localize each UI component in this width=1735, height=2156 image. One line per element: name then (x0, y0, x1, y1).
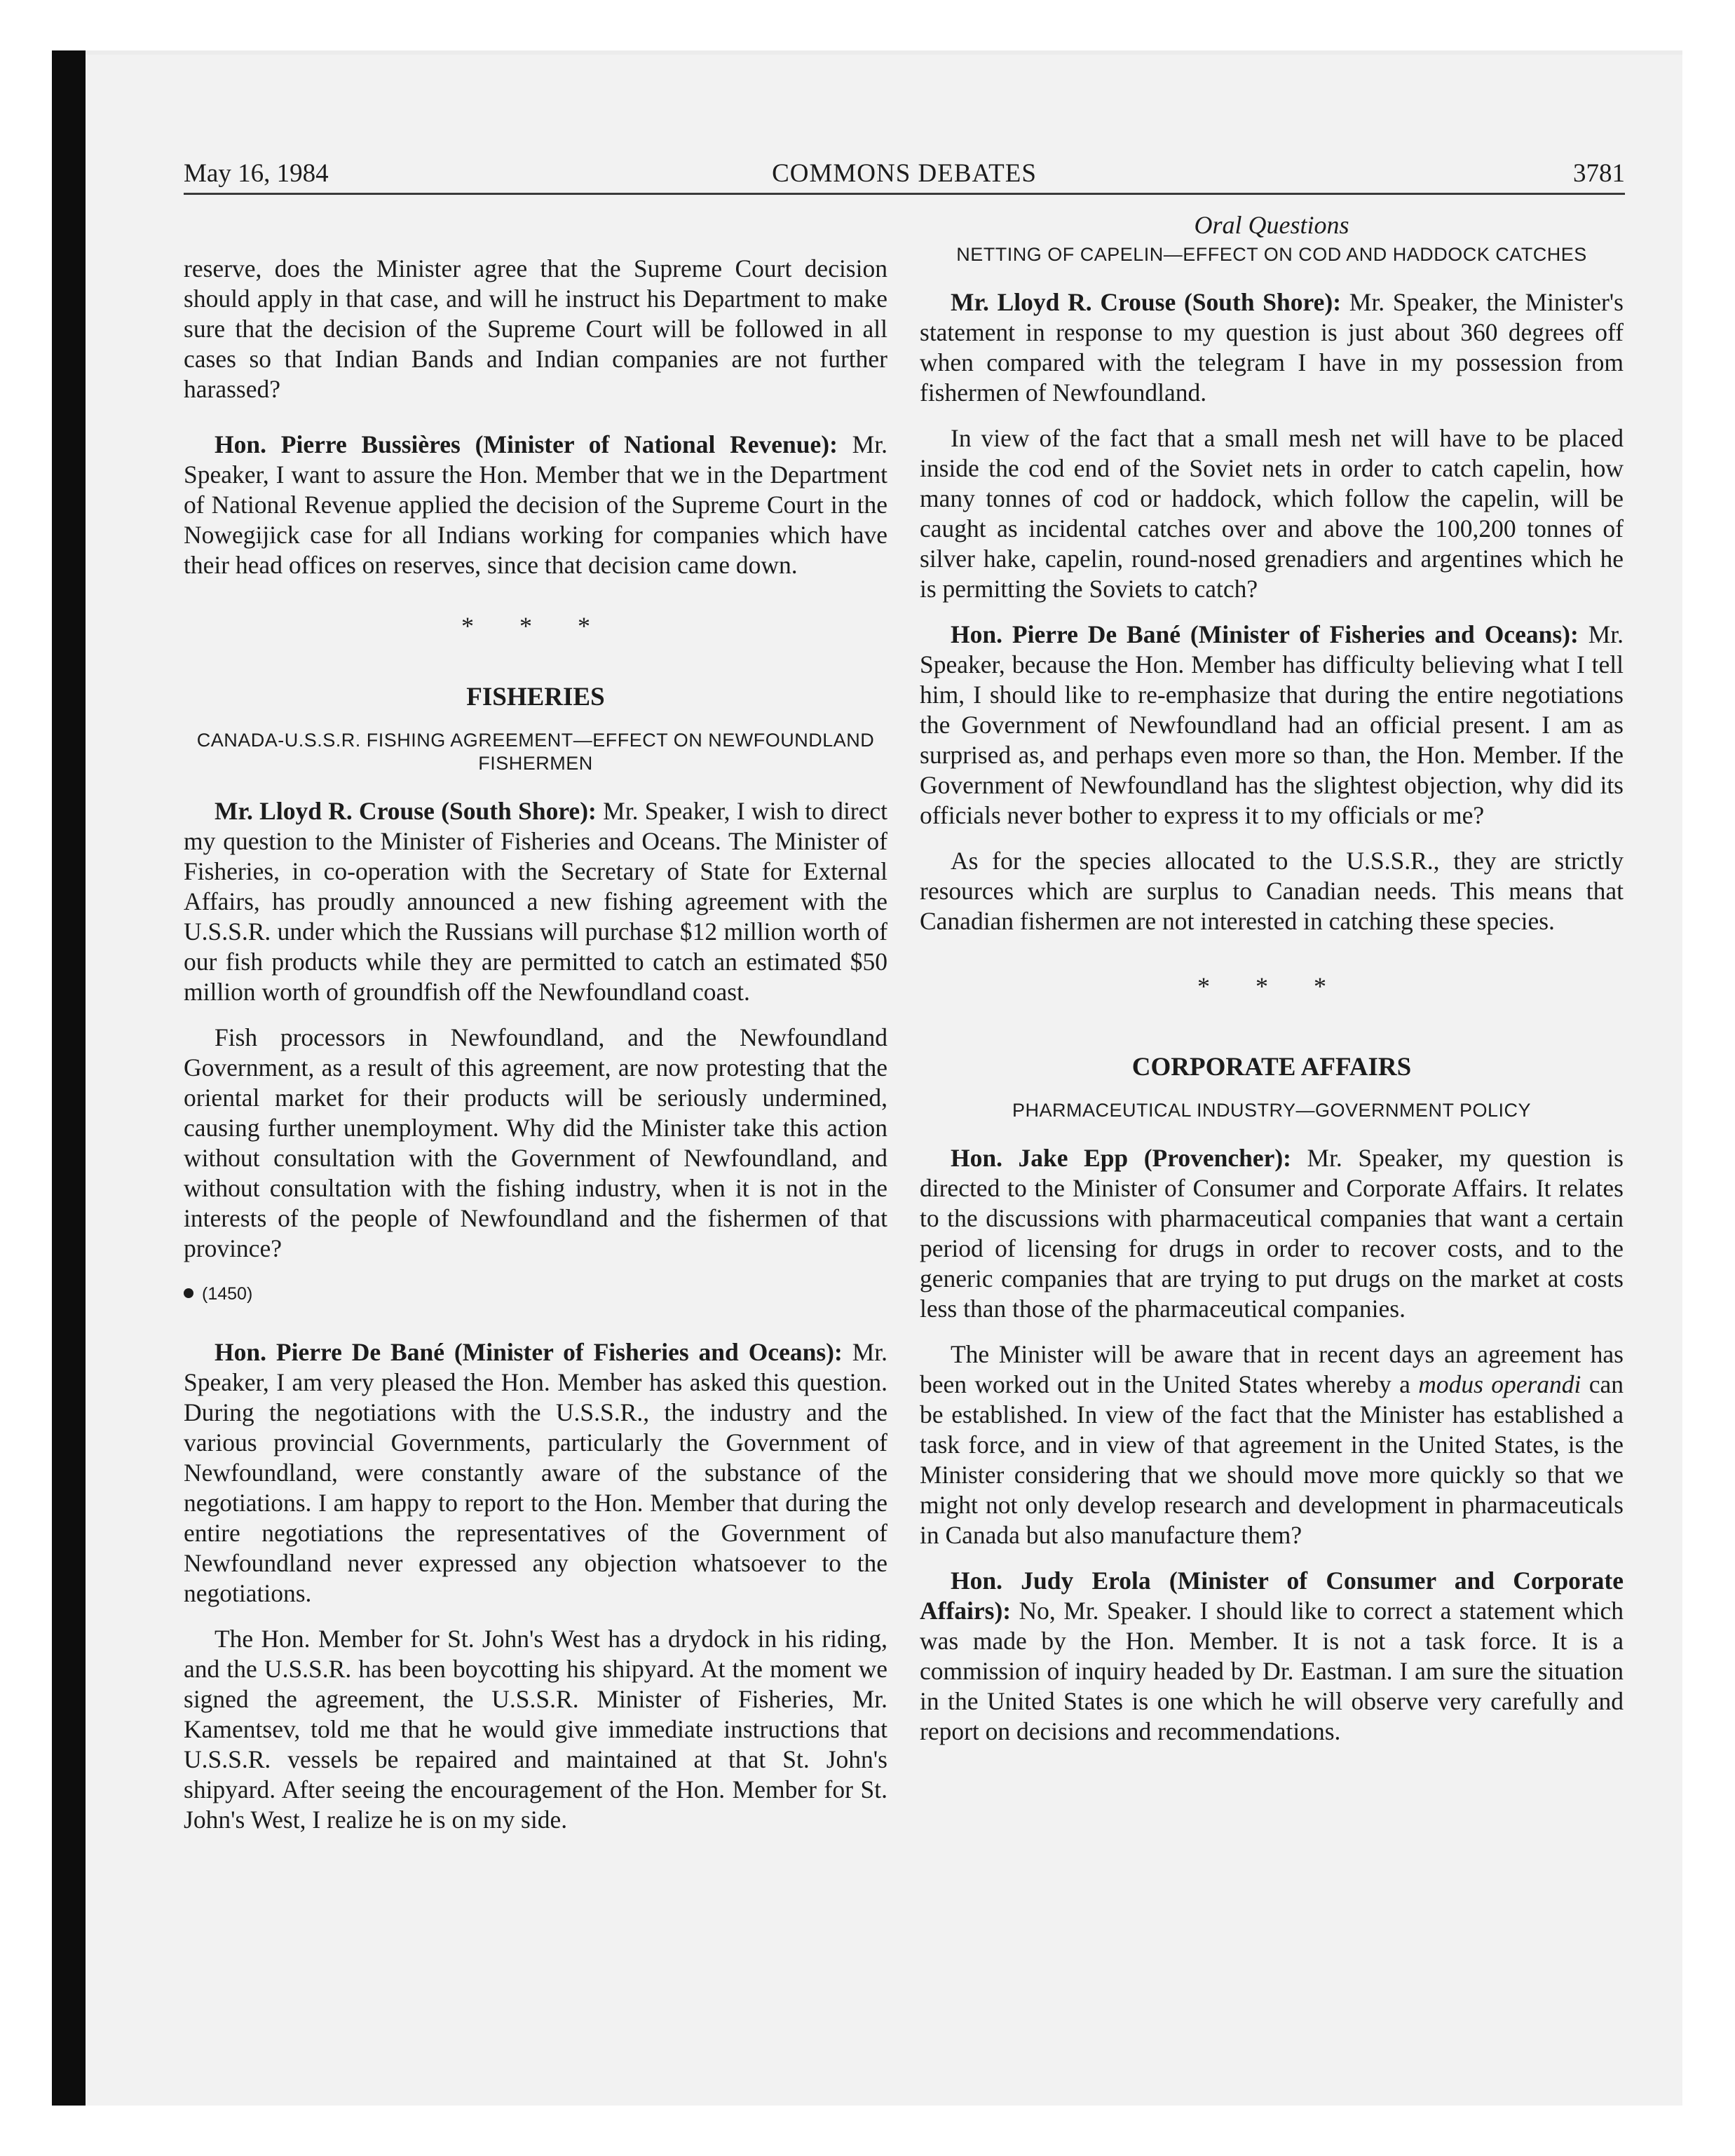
header-date: May 16, 1984 (184, 159, 329, 188)
paragraph (184, 430, 887, 580)
page-number: 3781 (1573, 159, 1625, 188)
running-header (184, 158, 1625, 189)
section-separator: * * * (461, 612, 610, 640)
paragraph-text: Mr. Speaker, the Minister's statement in response to my question is just about 360 degrees off when compared with the telegram I have in my possession from fishermen of Newfoundland. (920, 288, 1624, 407)
section-heading: CORPORATE AFFAIRS (1131, 1053, 1412, 1082)
paragraph: reserve, does the Minister agree that the Supreme Court decision should apply in that case, and will he instruct his Department to make sure that the decision of the Supreme Court will be followed in all cases so that Indian Bands and Indian companies are not further harassed? (184, 254, 887, 403)
paragraph-text: Mr. Speaker, my question is directed to the Minister of Consumer and Corporate Affairs. It relates to the discussions with pharmaceutical companies that want a certain period of licensing for drugs in order to recover costs, and to the generic companies that are trying to put drugs on the market at costs less than those of the pharmaceutical companies. (920, 1144, 1624, 1323)
speaker-name: Mr. Lloyd R. Crouse (South Shore): (215, 797, 597, 825)
header-title: COMMONS DEBATES (772, 159, 1037, 188)
paragraph-text: can be established. In view of the fact that the Minister has established a task force, and in view of that agreement in the United States, is the Minister considering that we should move more quickly so that we might not only develop research and development in pharmaceuticals in Canada but also manufacture them? (920, 1370, 1624, 1549)
paragraph (920, 1339, 1624, 1550)
paragraph: As for the species allocated to the U.S.S.R., they are strictly resources which are surplus to Canadian needs. This means that Canadian fishermen are not interested in catching these species. (920, 847, 1624, 935)
speaker-name: Hon. Pierre Bussières (Minister of National Revenue): (215, 430, 838, 458)
italic-term: modus operandi (1418, 1370, 1581, 1398)
subheading: PHARMACEUTICAL INDUSTRY—GOVERNMENT POLICY (1012, 1100, 1532, 1121)
paragraph (920, 1143, 1624, 1324)
paragraph (184, 1337, 887, 1609)
speaker-name: Hon. Pierre De Bané (Minister of Fisheries and Oceans): (951, 620, 1579, 648)
paragraph (920, 1566, 1624, 1747)
paragraph-text: Mr. Speaker, I want to assure the Hon. Member that we in the Department of National Revenue applied the decision of the Supreme Court in the Nowegijick case for all Indians working for companies which have their head offices on reserves, since that decision came down. (184, 430, 887, 579)
speaker-name: Hon. Jake Epp (Provencher): (951, 1144, 1291, 1172)
paragraph-text: Mr. Speaker, I am very pleased the Hon. Member has asked this question. During the negotiations with the U.S.S.R., the industry and the various provincial Governments, particularly the Government of Newfoundland, were constantly aware of the substance of the negotiations. I am happy to report to the Hon. Member that during the entire negotiations the representatives of the Government of Newfoundland never expressed any objection whatsoever to the negotiations. (184, 1338, 887, 1607)
scan-border (52, 50, 86, 2106)
speaker-name: Mr. Lloyd R. Crouse (South Shore): (951, 288, 1342, 316)
speaker-name: Hon. Pierre De Bané (Minister of Fisheries and Oceans): (215, 1338, 843, 1366)
paragraph-text: The Minister will be aware that in recent days an agreement has been worked out in the United States whereby a (920, 1340, 1624, 1398)
right-column (920, 210, 1624, 1762)
paragraph: The Hon. Member for St. John's West has a drydock in his riding, and the U.S.S.R. has been boycotting his shipyard. At the moment we signed the agreement, the U.S.S.R. Minister of Fisheries, Mr. Kamentsev, told me that he would give immediate instructions that U.S.S.R. vessels be repaired and maintained at that St. John's shipyard. After seeing the encouragement of the Hon. Member for St. John's West, I realize he is on my side. (184, 1625, 887, 1834)
section-label: Oral Questions (1194, 211, 1349, 239)
section-separator: * * * (1197, 972, 1346, 1000)
left-column (184, 210, 887, 1850)
paragraph-text: No, Mr. Speaker. I should like to correct a statement which was made by the Hon. Member. It is not a task force. It is a commission of inquiry headed by Dr. Eastman. I am sure the situation in the United States is one which he will observe very carefully and report on decisions and recommendations. (920, 1597, 1624, 1745)
paragraph-text: Mr. Speaker, because the Hon. Member has difficulty believing what I tell him, I should like to re-emphasize that during the entire negotiations the Government of Newfoundland had an official present. I am as surprised as, and perhaps even more so than, the Hon. Member. If the Government of Newfoundland has the slightest objection, why did its officials never bother to express it to my officials or me? (920, 620, 1624, 829)
paragraph-text: Mr. Speaker, I wish to direct my question to the Minister of Fisheries and Oceans. The Minister of Fisheries, in co-operation with the Secretary of State for External Affairs, has proudly announced a new fishing agreement with the U.S.S.R. under which the Russians will purchase $12 million worth of our fish products while they are permitted to catch an estimated $50 million worth of groundfish off the Newfoundland coast. (184, 797, 888, 1006)
bullet-icon (184, 1288, 193, 1298)
section-heading: FISHERIES (466, 683, 605, 711)
time-marker (184, 1279, 887, 1309)
paragraph: In view of the fact that a small mesh net will have to be placed inside the cod end of the Soviet nets in order to catch capelin, how many tonnes of cod or haddock, which follow the capelin, will be caught as incidental catches over and above the 100,200 tonnes of silver hake, capelin, round-nosed grenadiers and argentines which he is permitting the Soviets to catch? (920, 424, 1624, 603)
subheading: CANADA-U.S.S.R. FISHING AGREEMENT—EFFECT ON NEWFOUNDLAND FISHERMEN (196, 730, 875, 774)
paragraph (920, 287, 1624, 408)
paragraph: Fish processors in Newfoundland, and the Newfoundland Government, as a result of this agreement, are now protesting that the oriental market for their products will be seriously undermined, causing further unemployment. Why did the Minister take this action without consultation with the Government of Newfoundland, and without consultation with the fishing industry, when it is not in the interests of the people of Newfoundland and the fishermen of that province? (184, 1023, 887, 1262)
paragraph (184, 796, 887, 1007)
header-rule (184, 193, 1625, 195)
speaker-name: Hon. Judy Erola (Minister of Consumer and Corporate Affairs): (920, 1567, 1624, 1625)
paragraph (920, 620, 1624, 831)
subheading: NETTING OF CAPELIN—EFFECT ON COD AND HADDOCK CATCHES (956, 244, 1587, 265)
time-marker-text: (1450) (202, 1284, 253, 1304)
